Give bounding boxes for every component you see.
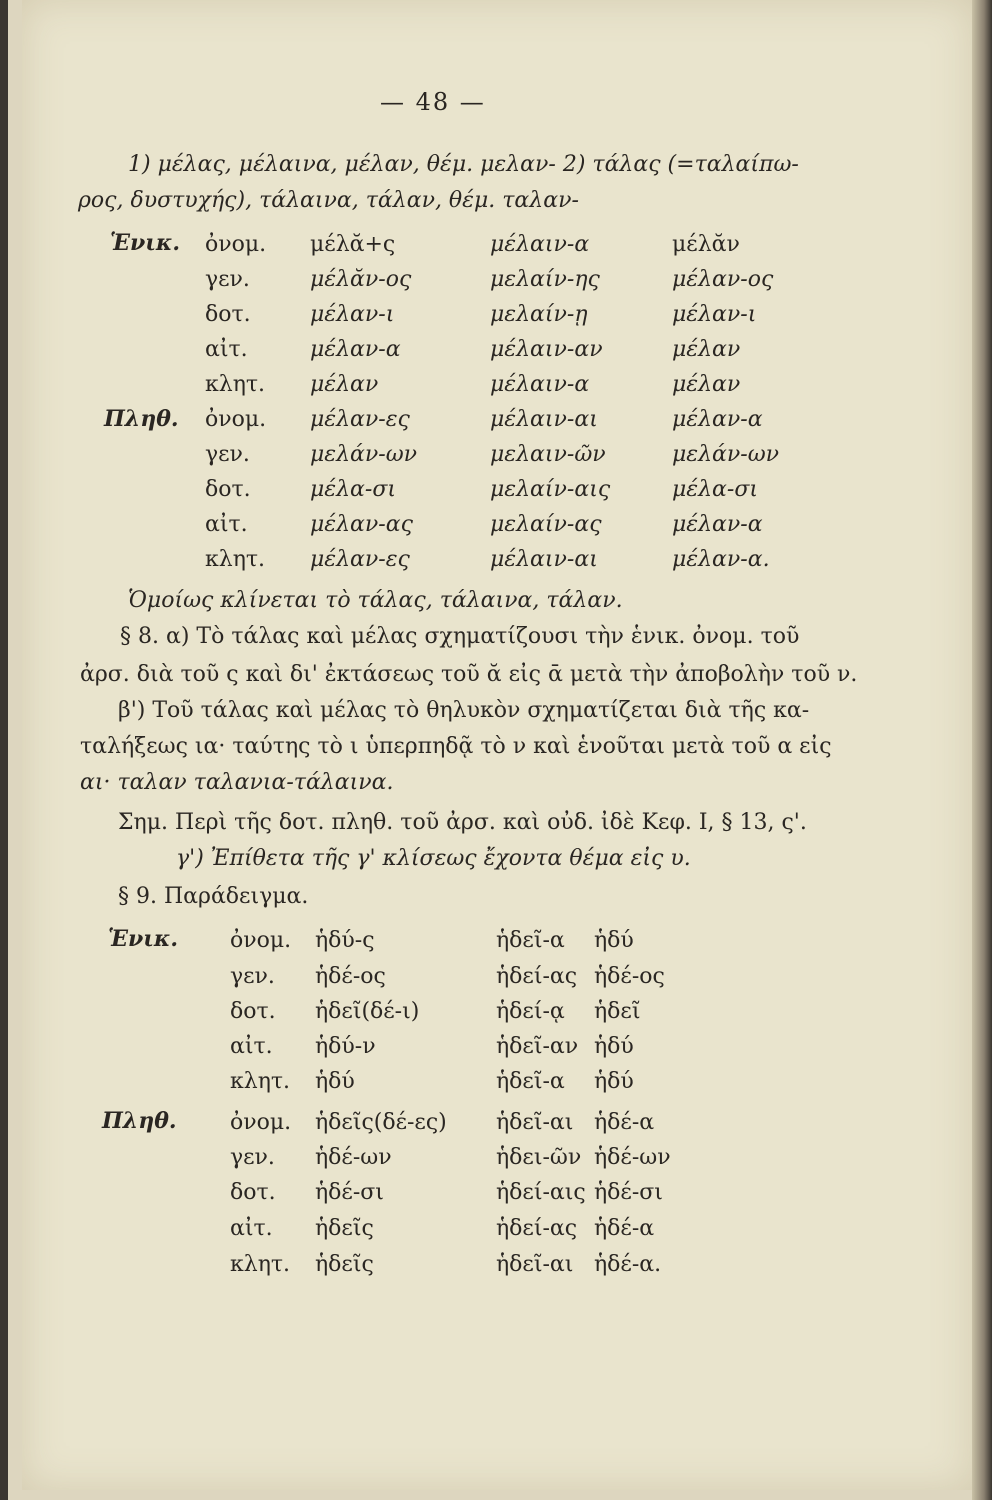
t2-neut: ἡδέ-α [594,1110,655,1135]
note-line: Σημ. Περὶ τῆς δοτ. πληθ. τοῦ ἀρσ. καὶ οὐδ. ἰδὲ Κεφ. Ι, § 13, ς'. [118,810,807,835]
table1-singular-label: Ἑνικ. [110,230,181,256]
t1-case: κλητ. [205,372,266,397]
t1-masc: μέλαν-ες [310,547,410,572]
t2-case: αἰτ. [230,1034,273,1059]
t1-case: ὀνομ. [205,407,267,432]
t1-case: κλητ. [205,547,266,572]
t1-neut: μέλαν-α. [672,547,770,572]
t1-masc: μέλα-σι [310,477,396,502]
t2-case: γεν. [230,1145,275,1170]
t1-masc: μέλαν-ας [310,512,413,537]
sec8-line-1: § 8. α) Τὸ τάλας καὶ μέλας σχηματίζουσι τὴν ἑνικ. ὀνομ. τοῦ [120,624,800,649]
t2-fem: ἡδει-ῶν [496,1145,582,1170]
t1-neut: μέλαν-α [672,407,763,432]
t2-masc: ἡδεῖς(δέ-ες) [315,1110,447,1135]
table2-plural-label: Πληθ. [102,1108,177,1134]
t1-fem: μέλαιν-αν [490,337,603,362]
t2-case: ὀνομ. [230,1110,292,1135]
t2-neut: ἡδέ-σι [594,1180,663,1205]
t2-masc: ἡδύ [315,1069,355,1094]
t2-masc: ἡδέ-ων [315,1145,392,1170]
t1-masc: μέλαν [310,372,379,397]
t2-neut: ἡδεῖ [594,999,641,1024]
t1-masc: μέλαν-ες [310,407,410,432]
gamma-heading: γ') Ἐπίθετα τῆς γ' κλίσεως ἔχοντα θέμα εἰς υ. [176,846,691,871]
t1-neut: μέλαν [672,372,741,397]
t2-fem: ἡδεί-αις [496,1180,586,1205]
t1-neut: μέλαν-α [672,512,763,537]
t2-neut: ἡδέ-α [594,1216,655,1241]
t2-case: γεν. [230,964,275,989]
t1-masc: μελάν-ων [310,442,418,467]
t2-fem: ἡδεί-ας [496,964,578,989]
t2-case: ὀνομ. [230,928,292,953]
t2-fem: ἡδεῖ-αν [496,1034,579,1059]
similarly-line: Ὁμοίως κλίνεται τὸ τάλας, τάλαινα, τάλαν. [128,588,623,613]
t2-case: αἰτ. [230,1216,273,1241]
t2-fem: ἡδεῖ-αι [496,1110,574,1135]
t1-fem: μελαίν-αις [490,477,611,502]
t1-case: γεν. [205,267,250,292]
t2-neut: ἡδύ [594,1069,634,1094]
t1-neut: μέλᾰν [672,232,740,257]
t2-case: δοτ. [230,1180,276,1205]
t2-fem: ἡδεί-ας [496,1216,578,1241]
t1-neut: μέλαν [672,337,741,362]
page-number: — 48 — [380,88,486,116]
t1-fem: μέλαιν-α [490,372,590,397]
t1-masc: μέλαν-α [310,337,401,362]
book-spine-edge [972,0,992,1500]
t1-neut: μελάν-ων [672,442,780,467]
t2-masc: ἡδεῖ(δέ-ι) [315,999,420,1024]
t2-neut: ἡδύ [594,1034,634,1059]
t2-neut: ἡδέ-ων [594,1145,671,1170]
intro-line-1: 1) μέλας, μέλαινα, μέλαν, θέμ. μελαν- 2) τάλας (=ταλαίπω- [128,152,799,177]
t1-fem: μέλαιν-αι [490,547,598,572]
t2-fem: ἡδεῖ-αι [496,1252,574,1277]
t1-masc: μέλᾰ+ς [310,232,396,257]
t2-fem: ἡδεί-ᾳ [496,999,565,1024]
t1-fem: μελαίν-ας [490,512,602,537]
t2-fem: ἡδεῖ-α [496,928,565,953]
t2-case: κλητ. [230,1252,291,1277]
table2-singular-label: Ἑνικ. [108,926,179,952]
t2-masc: ἡδεῖς [315,1252,374,1277]
t2-masc: ἡδεῖς [315,1216,374,1241]
t2-fem: ἡδεῖ-α [496,1069,565,1094]
t2-masc: ἡδέ-σι [315,1180,384,1205]
t2-masc: ἡδέ-ος [315,964,386,989]
t2-masc: ἡδύ-ν [315,1034,376,1059]
t1-case: ὀνομ. [205,232,267,257]
t1-fem: μέλαιν-α [490,232,590,257]
t1-fem: μελαιν-ῶν [490,442,606,467]
t2-case: δοτ. [230,999,276,1024]
t1-fem: μελαίν-ῃ [490,302,588,327]
t1-case: γεν. [205,442,250,467]
sec8-line-2: ἀρσ. διὰ τοῦ ς καὶ δι' ἐκτάσεως τοῦ ᾰ εἰς ᾱ μετὰ τὴν ἀποβολὴν τοῦ ν. [80,662,858,687]
sec8-line-5: αι· ταλαν ταλανια-τάλαινα. [80,770,394,795]
t1-case: αἰτ. [205,337,248,362]
t1-fem: μέλαιν-αι [490,407,598,432]
t1-masc: μέλᾰν-ος [310,267,412,292]
t1-fem: μελαίν-ης [490,267,600,292]
t2-neut: ἡδέ-ος [594,964,665,989]
t2-case: κλητ. [230,1069,291,1094]
t1-masc: μέλαν-ι [310,302,395,327]
t1-case: αἰτ. [205,512,248,537]
section-9-heading: § 9. Παράδειγμα. [118,884,309,909]
sec8-line-4: ταλήξεως ια· ταύτης τὸ ι ὑπερπηδᾷ τὸ ν καὶ ἑνοῦται μετὰ τοῦ α εἰς [80,734,832,759]
intro-line-2: ρος, δυστυχής), τάλαινα, τάλαν, θέμ. ταλαν- [78,188,579,213]
t1-neut: μέλαν-ος [672,267,774,292]
t1-neut: μέλαν-ι [672,302,757,327]
t2-neut: ἡδύ [594,928,634,953]
t1-neut: μέλα-σι [672,477,758,502]
t1-case: δοτ. [205,302,251,327]
table1-plural-label: Πληθ. [104,406,179,432]
t2-neut: ἡδέ-α. [594,1252,662,1277]
sec8-line-3: β') Τοῦ τάλας καὶ μέλας τὸ θηλυκὸν σχηματίζεται διὰ τῆς κα- [118,698,810,723]
t2-masc: ἡδύ-ς [315,928,375,953]
t1-case: δοτ. [205,477,251,502]
